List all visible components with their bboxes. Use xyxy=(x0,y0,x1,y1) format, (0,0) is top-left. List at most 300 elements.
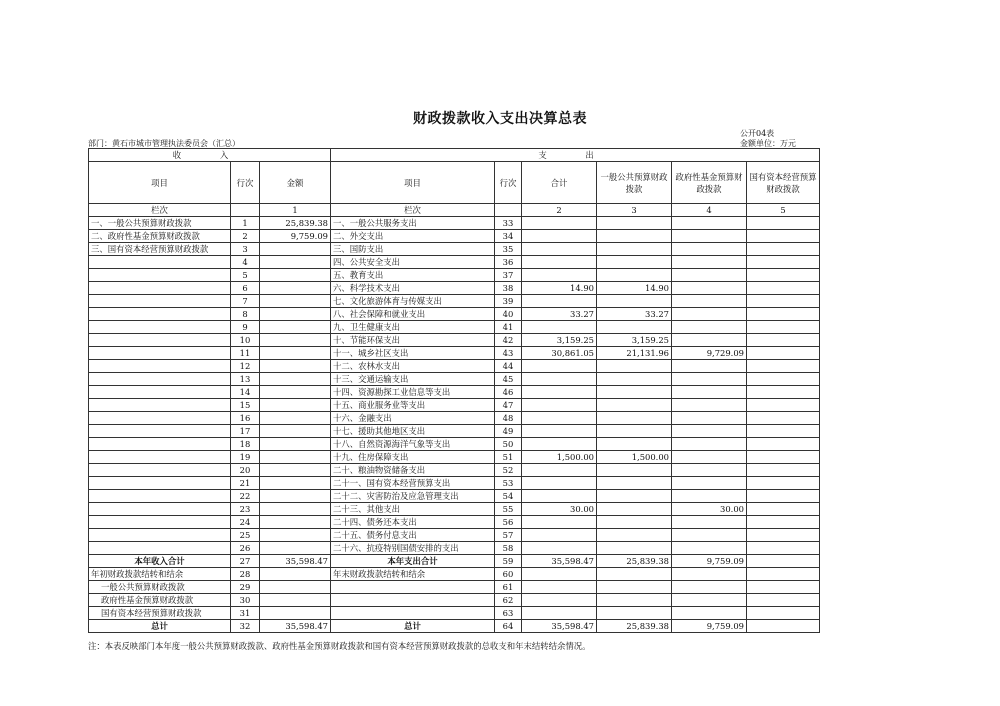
expense-general xyxy=(597,607,672,620)
income-row-no: 30 xyxy=(231,594,260,607)
income-row-no: 1 xyxy=(231,217,260,230)
expense-row-no: 56 xyxy=(495,516,522,529)
expense-general xyxy=(597,490,672,503)
table-row xyxy=(89,360,820,373)
subtotal-row xyxy=(89,555,820,568)
expense-capital xyxy=(747,620,820,633)
expense-general xyxy=(597,438,672,451)
expense-row-no: 51 xyxy=(495,451,522,464)
expense-fund xyxy=(672,529,747,542)
income-item xyxy=(89,295,231,308)
income-item xyxy=(89,438,231,451)
table-row xyxy=(89,243,820,256)
expense-row-no: 34 xyxy=(495,230,522,243)
expense-fund xyxy=(672,451,747,464)
expense-row-no: 53 xyxy=(495,477,522,490)
expense-total xyxy=(522,256,597,269)
expense-general xyxy=(597,594,672,607)
income-amount xyxy=(260,256,331,269)
table-row xyxy=(89,477,820,490)
lanci-blank xyxy=(231,204,260,217)
section-expense: 支 出 xyxy=(331,149,820,162)
income-row-no: 9 xyxy=(231,321,260,334)
expense-general xyxy=(597,386,672,399)
expense-total xyxy=(522,295,597,308)
income-row-no: 23 xyxy=(231,503,260,516)
income-amount xyxy=(260,360,331,373)
expense-fund xyxy=(672,594,747,607)
income-amount xyxy=(260,581,331,594)
expense-total: 30.00 xyxy=(522,503,597,516)
expense-row-no: 44 xyxy=(495,360,522,373)
expense-item: 二十四、债务还本支出 xyxy=(331,516,495,529)
expense-general xyxy=(597,399,672,412)
expense-total xyxy=(522,529,597,542)
expense-row-no: 54 xyxy=(495,490,522,503)
expense-total xyxy=(522,373,597,386)
expense-item: 十二、农林水支出 xyxy=(331,360,495,373)
lanci-4: 4 xyxy=(672,204,747,217)
income-item: 国有资本经营预算财政拨款 xyxy=(89,607,231,620)
expense-fund xyxy=(672,581,747,594)
expense-total xyxy=(522,438,597,451)
table-row xyxy=(89,451,820,464)
expense-total: 30,861.05 xyxy=(522,347,597,360)
expense-total xyxy=(522,360,597,373)
expense-capital xyxy=(747,295,820,308)
income-row-no: 4 xyxy=(231,256,260,269)
income-item xyxy=(89,425,231,438)
income-item xyxy=(89,347,231,360)
income-item xyxy=(89,490,231,503)
expense-fund xyxy=(672,321,747,334)
lanci-blank-2 xyxy=(495,204,522,217)
department-label: 部门：黄石市城市管理执法委员会（汇总） xyxy=(88,139,240,148)
income-item xyxy=(89,360,231,373)
expense-capital xyxy=(747,555,820,568)
expense-fund xyxy=(672,399,747,412)
expense-capital xyxy=(747,581,820,594)
income-row-no: 17 xyxy=(231,425,260,438)
income-item xyxy=(89,269,231,282)
income-row-no: 16 xyxy=(231,412,260,425)
expense-total: 33.27 xyxy=(522,308,597,321)
income-item: 一、一般公共预算财政拨款 xyxy=(89,217,231,230)
expense-fund xyxy=(672,412,747,425)
table-row xyxy=(89,438,820,451)
expense-row-no: 60 xyxy=(495,568,522,581)
income-item xyxy=(89,412,231,425)
expense-row-no: 45 xyxy=(495,373,522,386)
expense-fund xyxy=(672,334,747,347)
income-amount: 9,759.09 xyxy=(260,230,331,243)
income-amount xyxy=(260,451,331,464)
income-item xyxy=(89,373,231,386)
income-amount xyxy=(260,425,331,438)
expense-item: 十五、商业服务业等支出 xyxy=(331,399,495,412)
expense-general: 3,159.25 xyxy=(597,334,672,347)
income-item xyxy=(89,334,231,347)
income-row-no: 27 xyxy=(231,555,260,568)
expense-general xyxy=(597,425,672,438)
expense-fund xyxy=(672,425,747,438)
expense-capital xyxy=(747,360,820,373)
income-amount xyxy=(260,243,331,256)
expense-item: 一、一般公共服务支出 xyxy=(331,217,495,230)
expense-total xyxy=(522,425,597,438)
table-row xyxy=(89,230,820,243)
expense-item: 七、文化旅游体育与传媒支出 xyxy=(331,295,495,308)
expense-row-no: 62 xyxy=(495,594,522,607)
expense-total xyxy=(522,269,597,282)
expense-fund xyxy=(672,269,747,282)
expense-capital xyxy=(747,607,820,620)
expense-row-no: 36 xyxy=(495,256,522,269)
income-amount xyxy=(260,438,331,451)
table-row xyxy=(89,295,820,308)
expense-capital xyxy=(747,230,820,243)
expense-item: 二十一、国有资本经营预算支出 xyxy=(331,477,495,490)
income-row-no: 12 xyxy=(231,360,260,373)
expense-general xyxy=(597,217,672,230)
income-amount xyxy=(260,568,331,581)
expense-capital xyxy=(747,412,820,425)
expense-item: 十四、资源勘探工业信息等支出 xyxy=(331,386,495,399)
expense-fund xyxy=(672,438,747,451)
income-row-no: 22 xyxy=(231,490,260,503)
expense-fund xyxy=(672,243,747,256)
expense-general: 14.90 xyxy=(597,282,672,295)
expense-item: 十、节能环保支出 xyxy=(331,334,495,347)
expense-row-no: 38 xyxy=(495,282,522,295)
income-amount xyxy=(260,373,331,386)
income-amount xyxy=(260,490,331,503)
income-row-no: 14 xyxy=(231,386,260,399)
income-row-no: 26 xyxy=(231,542,260,555)
expense-capital xyxy=(747,425,820,438)
expense-capital xyxy=(747,516,820,529)
expense-item: 九、卫生健康支出 xyxy=(331,321,495,334)
expense-capital xyxy=(747,568,820,581)
lanci-label-2: 栏次 xyxy=(331,204,495,217)
income-amount xyxy=(260,594,331,607)
table-row xyxy=(89,464,820,477)
table-row xyxy=(89,269,820,282)
expense-fund xyxy=(672,542,747,555)
income-item xyxy=(89,477,231,490)
income-amount xyxy=(260,295,331,308)
expense-item: 二十二、灾害防治及应急管理支出 xyxy=(331,490,495,503)
expense-item: 五、教育支出 xyxy=(331,269,495,282)
income-row-no: 15 xyxy=(231,399,260,412)
expense-fund xyxy=(672,217,747,230)
expense-fund xyxy=(672,464,747,477)
income-amount xyxy=(260,386,331,399)
expense-general: 21,131.96 xyxy=(597,347,672,360)
expense-fund xyxy=(672,282,747,295)
header-amount: 金额 xyxy=(260,162,331,204)
column-header-row xyxy=(89,162,820,204)
income-row-no: 25 xyxy=(231,529,260,542)
income-item xyxy=(89,308,231,321)
expense-total: 35,598.47 xyxy=(522,620,597,633)
income-amount: 25,839.38 xyxy=(260,217,331,230)
expense-item: 总计 xyxy=(331,620,495,633)
table-row xyxy=(89,217,820,230)
income-item: 年初财政拨款结转和结余 xyxy=(89,568,231,581)
income-amount xyxy=(260,503,331,516)
budget-table xyxy=(88,148,820,633)
header-item: 项目 xyxy=(89,162,231,204)
income-row-no: 24 xyxy=(231,516,260,529)
expense-item: 二十、粮油物资储备支出 xyxy=(331,464,495,477)
expense-row-no: 59 xyxy=(495,555,522,568)
income-item: 二、政府性基金预算财政拨款 xyxy=(89,230,231,243)
income-row-no: 32 xyxy=(231,620,260,633)
expense-item: 三、国防支出 xyxy=(331,243,495,256)
balance-row xyxy=(89,594,820,607)
table-row xyxy=(89,256,820,269)
expense-fund: 30.00 xyxy=(672,503,747,516)
expense-item xyxy=(331,594,495,607)
expense-fund xyxy=(672,230,747,243)
expense-item: 二十三、其他支出 xyxy=(331,503,495,516)
expense-general: 1,500.00 xyxy=(597,451,672,464)
expense-general xyxy=(597,412,672,425)
expense-total xyxy=(522,412,597,425)
table-row xyxy=(89,516,820,529)
income-amount xyxy=(260,607,331,620)
header-general: 一般公共预算财政拨款 xyxy=(597,162,672,204)
expense-capital xyxy=(747,503,820,516)
table-row xyxy=(89,490,820,503)
expense-capital xyxy=(747,334,820,347)
income-row-no: 6 xyxy=(231,282,260,295)
expense-general xyxy=(597,321,672,334)
expense-total xyxy=(522,594,597,607)
expense-fund xyxy=(672,386,747,399)
expense-general xyxy=(597,516,672,529)
expense-total: 3,159.25 xyxy=(522,334,597,347)
income-item xyxy=(89,464,231,477)
income-amount xyxy=(260,269,331,282)
expense-row-no: 61 xyxy=(495,581,522,594)
expense-item: 十三、交通运输支出 xyxy=(331,373,495,386)
balance-row xyxy=(89,581,820,594)
income-item xyxy=(89,399,231,412)
expense-fund xyxy=(672,607,747,620)
expense-capital xyxy=(747,217,820,230)
income-amount xyxy=(260,477,331,490)
table-row xyxy=(89,399,820,412)
header-exp-item: 项目 xyxy=(331,162,495,204)
lanci-2: 2 xyxy=(522,204,597,217)
income-amount xyxy=(260,282,331,295)
income-amount xyxy=(260,464,331,477)
expense-row-no: 49 xyxy=(495,425,522,438)
expense-item: 本年支出合计 xyxy=(331,555,495,568)
expense-fund: 9,759.09 xyxy=(672,620,747,633)
expense-general xyxy=(597,581,672,594)
expense-general xyxy=(597,568,672,581)
expense-row-no: 47 xyxy=(495,399,522,412)
income-row-no: 2 xyxy=(231,230,260,243)
income-row-no: 3 xyxy=(231,243,260,256)
income-item: 政府性基金预算财政拨款 xyxy=(89,594,231,607)
table-row xyxy=(89,347,820,360)
expense-general xyxy=(597,269,672,282)
expense-item: 八、社会保障和就业支出 xyxy=(331,308,495,321)
expense-capital xyxy=(747,347,820,360)
income-amount: 35,598.47 xyxy=(260,620,331,633)
income-row-no: 7 xyxy=(231,295,260,308)
table-row xyxy=(89,334,820,347)
income-item xyxy=(89,542,231,555)
expense-fund xyxy=(672,295,747,308)
expense-capital xyxy=(747,464,820,477)
section-header-row xyxy=(89,149,820,162)
income-amount xyxy=(260,412,331,425)
unit-label: 金额单位：万元 xyxy=(740,139,796,148)
expense-general xyxy=(597,477,672,490)
expense-row-no: 64 xyxy=(495,620,522,633)
lanci-5: 5 xyxy=(747,204,820,217)
lanci-row xyxy=(89,204,820,217)
expense-item: 十七、援助其他地区支出 xyxy=(331,425,495,438)
expense-row-no: 35 xyxy=(495,243,522,256)
expense-general: 25,839.38 xyxy=(597,620,672,633)
header-fund: 政府性基金预算财政拨款 xyxy=(672,162,747,204)
expense-capital xyxy=(747,243,820,256)
expense-capital xyxy=(747,308,820,321)
expense-total: 1,500.00 xyxy=(522,451,597,464)
income-row-no: 18 xyxy=(231,438,260,451)
expense-fund xyxy=(672,256,747,269)
expense-item: 二、外交支出 xyxy=(331,230,495,243)
lanci-3: 3 xyxy=(597,204,672,217)
expense-item: 十六、金融支出 xyxy=(331,412,495,425)
header-total: 合计 xyxy=(522,162,597,204)
expense-capital xyxy=(747,399,820,412)
expense-capital xyxy=(747,490,820,503)
expense-capital xyxy=(747,321,820,334)
table-row xyxy=(89,412,820,425)
expense-fund xyxy=(672,308,747,321)
income-amount xyxy=(260,542,331,555)
income-item xyxy=(89,451,231,464)
expense-item: 二十五、债务付息支出 xyxy=(331,529,495,542)
expense-total xyxy=(522,490,597,503)
expense-row-no: 55 xyxy=(495,503,522,516)
expense-total xyxy=(522,386,597,399)
table-row xyxy=(89,321,820,334)
expense-total xyxy=(522,464,597,477)
table-row xyxy=(89,308,820,321)
expense-total: 14.90 xyxy=(522,282,597,295)
expense-item: 四、公共安全支出 xyxy=(331,256,495,269)
expense-row-no: 50 xyxy=(495,438,522,451)
expense-general xyxy=(597,503,672,516)
expense-item: 二十六、抗疫特别国债安排的支出 xyxy=(331,542,495,555)
expense-capital xyxy=(747,594,820,607)
page-title: 财政拨款收入支出决算总表 xyxy=(413,111,587,127)
expense-capital xyxy=(747,282,820,295)
income-item xyxy=(89,529,231,542)
expense-total xyxy=(522,399,597,412)
income-amount xyxy=(260,516,331,529)
income-row-no: 10 xyxy=(231,334,260,347)
lanci-1: 1 xyxy=(260,204,331,217)
expense-total xyxy=(522,581,597,594)
expense-row-no: 39 xyxy=(495,295,522,308)
income-row-no: 8 xyxy=(231,308,260,321)
expense-item: 六、科学技术支出 xyxy=(331,282,495,295)
lanci-label: 栏次 xyxy=(89,204,231,217)
table-row xyxy=(89,503,820,516)
expense-total xyxy=(522,217,597,230)
income-amount xyxy=(260,334,331,347)
income-amount xyxy=(260,347,331,360)
expense-capital xyxy=(747,529,820,542)
income-amount xyxy=(260,399,331,412)
expense-total xyxy=(522,542,597,555)
table-row xyxy=(89,386,820,399)
section-income: 收 入 xyxy=(89,149,331,162)
expense-general xyxy=(597,373,672,386)
expense-fund: 9,729.09 xyxy=(672,347,747,360)
income-item: 三、国有资本经营预算财政拨款 xyxy=(89,243,231,256)
expense-item: 十一、城乡社区支出 xyxy=(331,347,495,360)
income-amount xyxy=(260,321,331,334)
expense-item xyxy=(331,607,495,620)
income-item xyxy=(89,256,231,269)
expense-row-no: 42 xyxy=(495,334,522,347)
expense-general xyxy=(597,243,672,256)
expense-total xyxy=(522,230,597,243)
income-row-no: 28 xyxy=(231,568,260,581)
expense-fund xyxy=(672,490,747,503)
balance-row xyxy=(89,568,820,581)
expense-general xyxy=(597,360,672,373)
income-item: 一般公共预算财政拨款 xyxy=(89,581,231,594)
form-code: 公开04表 xyxy=(740,129,775,138)
expense-capital xyxy=(747,373,820,386)
expense-total xyxy=(522,568,597,581)
footnote: 注：本表反映部门本年度一般公共预算财政拨款、政府性基金预算财政拨款和国有资本经营预算财政拨款的总收支和年末结转结余情况。 xyxy=(88,641,591,651)
expense-general xyxy=(597,295,672,308)
income-amount xyxy=(260,308,331,321)
table-row xyxy=(89,373,820,386)
expense-row-no: 52 xyxy=(495,464,522,477)
expense-capital xyxy=(747,256,820,269)
expense-general xyxy=(597,464,672,477)
table-row xyxy=(89,542,820,555)
header-row: 行次 xyxy=(231,162,260,204)
expense-row-no: 58 xyxy=(495,542,522,555)
expense-item: 十八、自然资源海洋气象等支出 xyxy=(331,438,495,451)
income-amount: 35,598.47 xyxy=(260,555,331,568)
header-capital: 国有资本经营预算财政拨款 xyxy=(747,162,820,204)
expense-row-no: 41 xyxy=(495,321,522,334)
expense-row-no: 40 xyxy=(495,308,522,321)
expense-total xyxy=(522,607,597,620)
income-row-no: 11 xyxy=(231,347,260,360)
expense-fund xyxy=(672,360,747,373)
expense-item: 十九、住房保障支出 xyxy=(331,451,495,464)
expense-general xyxy=(597,256,672,269)
income-item: 总计 xyxy=(89,620,231,633)
income-row-no: 31 xyxy=(231,607,260,620)
